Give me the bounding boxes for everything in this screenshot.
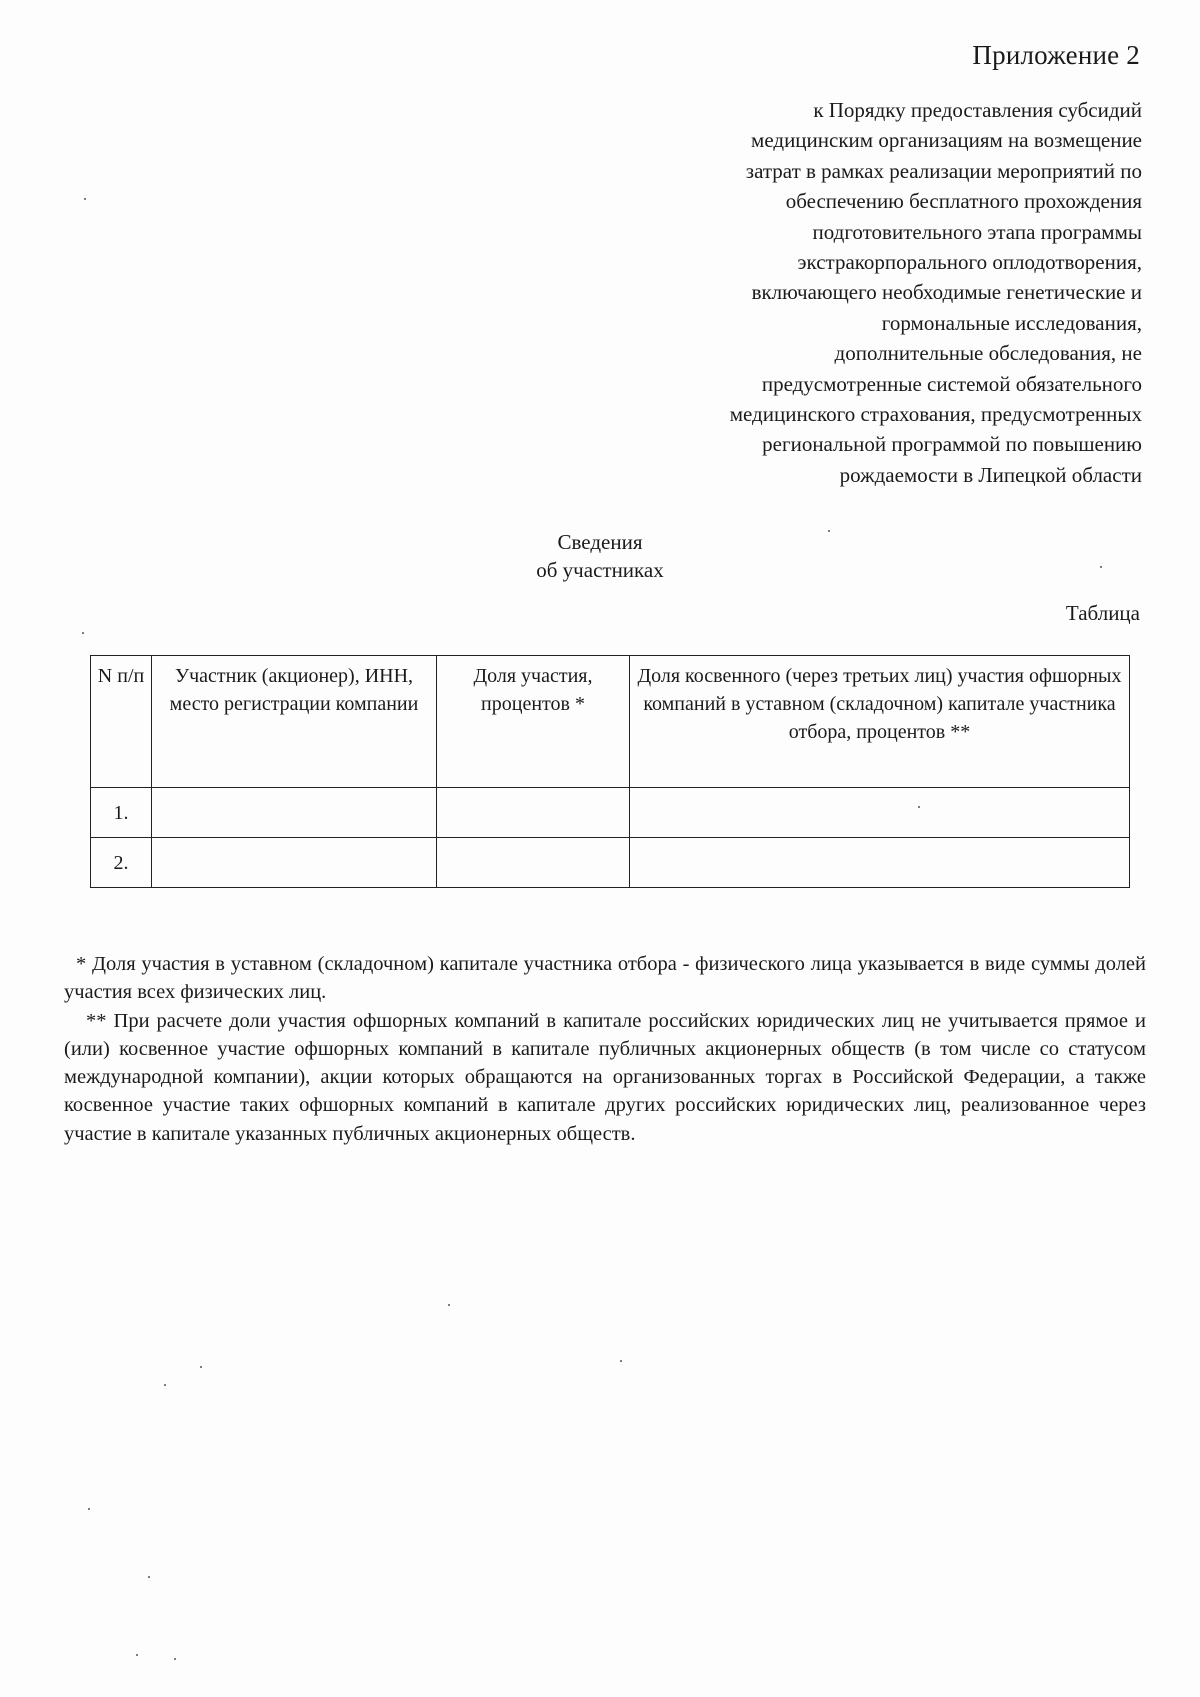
scan-speck [918, 806, 920, 808]
scan-speck [88, 1508, 90, 1510]
table-cell-participant[interactable] [152, 788, 437, 838]
table-row [91, 838, 1130, 888]
appendix-title: Приложение 2 [972, 40, 1140, 70]
appendix-description-line: к Порядку предоставления субсидий [813, 98, 1142, 122]
appendix-description-line: затрат в рамках реализации мероприятий по [745, 158, 1142, 183]
scan-speck [620, 1360, 622, 1362]
appendix-description-line: рождаемости в Липецкой области [839, 462, 1142, 487]
appendix-description-line: медицинского страхования, предусмотренных [729, 402, 1142, 427]
scan-speck [200, 1366, 202, 1368]
scan-speck [1100, 566, 1102, 568]
table-cell-participant[interactable] [152, 838, 437, 888]
table-cell-share[interactable] [437, 788, 630, 838]
table-cell-offshore-share[interactable] [630, 838, 1130, 888]
column-header-share: Доля участия, процентов * [437, 656, 630, 788]
footnote-2: ** При расчете доли участия офшорных компаний в капитале российских юридических лиц не учитывается прямое и (или) косвенное участие офшорных компаний в капитале публичных акционерных обществ (в том числе со статусом международной компании), акции которых обращаются на организованных торгах в Российской Федерации, а также косвенное участие таких офшорных компаний в капитале других российских юридических лиц, реализованное через участие в капитале указанных публичных акционерных обществ. [64, 1009, 1146, 1145]
scan-speck [828, 530, 830, 532]
document-title-line1: Сведения [557, 530, 643, 554]
footnotes [64, 950, 1146, 1148]
table-row [91, 788, 1130, 838]
appendix-description-line: экстракорпорального оплодотворения, [797, 250, 1142, 275]
scan-speck [84, 198, 86, 200]
table-cell-share[interactable] [437, 838, 630, 888]
scan-speck [448, 1304, 450, 1306]
appendix-description-line: медицинским организациям на возмещение [751, 128, 1142, 153]
column-header-offshore-share: Доля косвенного (через третьих лиц) участия офшорных компаний в уставном (складочном) капитале участника отбора, процентов ** [630, 656, 1130, 788]
footnote-1: * Доля участия в уставном (складочном) капитале участника отбора - физического лица указывается в виде суммы долей участия всех физических лиц. [64, 953, 1146, 1004]
appendix-description-line: предусмотренные системой обязательного [761, 371, 1142, 396]
table-label: Таблица [1065, 601, 1140, 625]
scan-speck [148, 1576, 150, 1578]
appendix-description-line: региональной программой по повышению [762, 432, 1142, 457]
table-cell-number: 2. [91, 838, 152, 888]
scan-speck [164, 1384, 166, 1386]
participants-table-wrapper [90, 655, 1130, 888]
scan-speck [174, 1658, 176, 1660]
column-header-participant: Участник (акционер), ИНН, место регистрации компании [152, 656, 437, 788]
appendix-description [582, 95, 1142, 490]
scan-speck [82, 632, 84, 634]
column-header-number: N п/п [91, 656, 152, 788]
appendix-description-line: включающего необходимые генетические и [751, 280, 1142, 305]
appendix-description-line: дополнительные обследования, не [834, 341, 1142, 366]
scan-speck [136, 1654, 138, 1656]
appendix-description-line: гормональные исследования, [881, 310, 1142, 335]
appendix-description-line: обеспечению бесплатного прохождения [785, 189, 1142, 214]
table-cell-offshore-share[interactable] [630, 788, 1130, 838]
table-cell-number: 1. [91, 788, 152, 838]
document-title-line2: об участниках [536, 558, 664, 582]
table-header-row [91, 656, 1130, 788]
participants-table [90, 655, 1130, 888]
appendix-description-line: подготовительного этапа программы [812, 219, 1142, 244]
document-title [480, 528, 720, 584]
